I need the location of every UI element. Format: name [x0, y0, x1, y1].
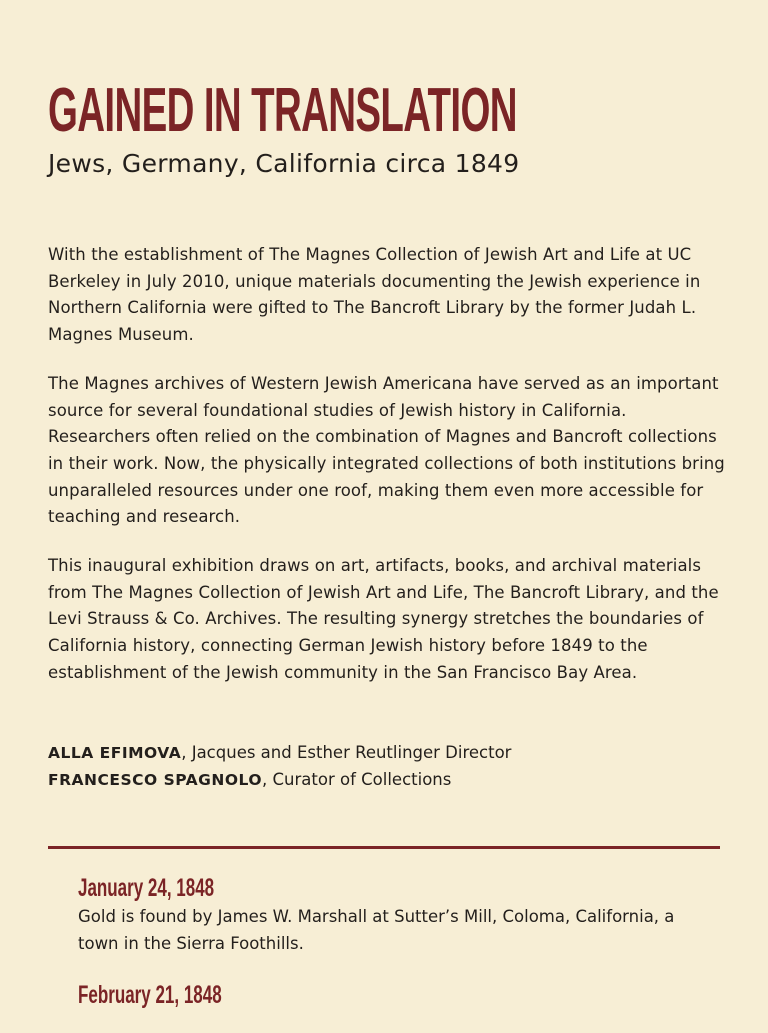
intro-paragraph-2: The Magnes archives of Western Jewish Americana have served as an important source for several foundational studies of Jewish history in California. Researchers often relied on the combination of Magnes and Bancroft collections in their work. Now, the physically integrated collections of both institutions bring unparalleled resources under one roof, making them even more accessible for teaching and research.	[48, 373, 725, 527]
timeline-event-date: February 21, 1848	[78, 981, 222, 1010]
intro-paragraph-1: With the establishment of The Magnes Collection of Jewish Art and Life at UC Berkeley in July 2010, unique materials documenting the Jewish experience in Northern California were gifted to The Bancroft Library by the former Judah L. Magnes Museum.	[48, 245, 701, 345]
timeline	[78, 872, 718, 1033]
credit-name: ALLA EFIMOVA	[48, 744, 182, 762]
intro-text	[48, 242, 728, 709]
credit-name: FRANCESCO SPAGNOLO	[48, 770, 263, 789]
credits	[48, 740, 511, 793]
credit-curator	[48, 767, 511, 794]
credit-role: , Jacques and Esther Reutlinger Director	[181, 743, 512, 762]
timeline-event-text: Gold is found by James W. Marshall at Sutter’s Mill, Coloma, California, a town in the Sierra Foothills.	[78, 907, 675, 953]
page-title: GAINED IN TRANSLATION	[48, 76, 517, 145]
credit-role: , Curator of Collections	[262, 769, 452, 789]
section-divider	[48, 846, 720, 849]
page-subtitle: Jews, Germany, California circa 1849	[48, 149, 520, 178]
credit-director	[48, 740, 511, 767]
intro-paragraph-3: This inaugural exhibition draws on art, artifacts, books, and archival materials from The Magnes Collection of Jewish Art and Life, The Bancroft Library, and the Levi Strauss & Co. Archives. The resulting synergy stretches the boundaries of California history, connecting German Jewish history before 1849 to the establishment of the Jewish community in the San Francisco Bay Area.	[48, 556, 719, 682]
timeline-event	[78, 872, 718, 957]
timeline-event-date: January 24, 1848	[78, 874, 215, 902]
timeline-event	[78, 979, 718, 1011]
